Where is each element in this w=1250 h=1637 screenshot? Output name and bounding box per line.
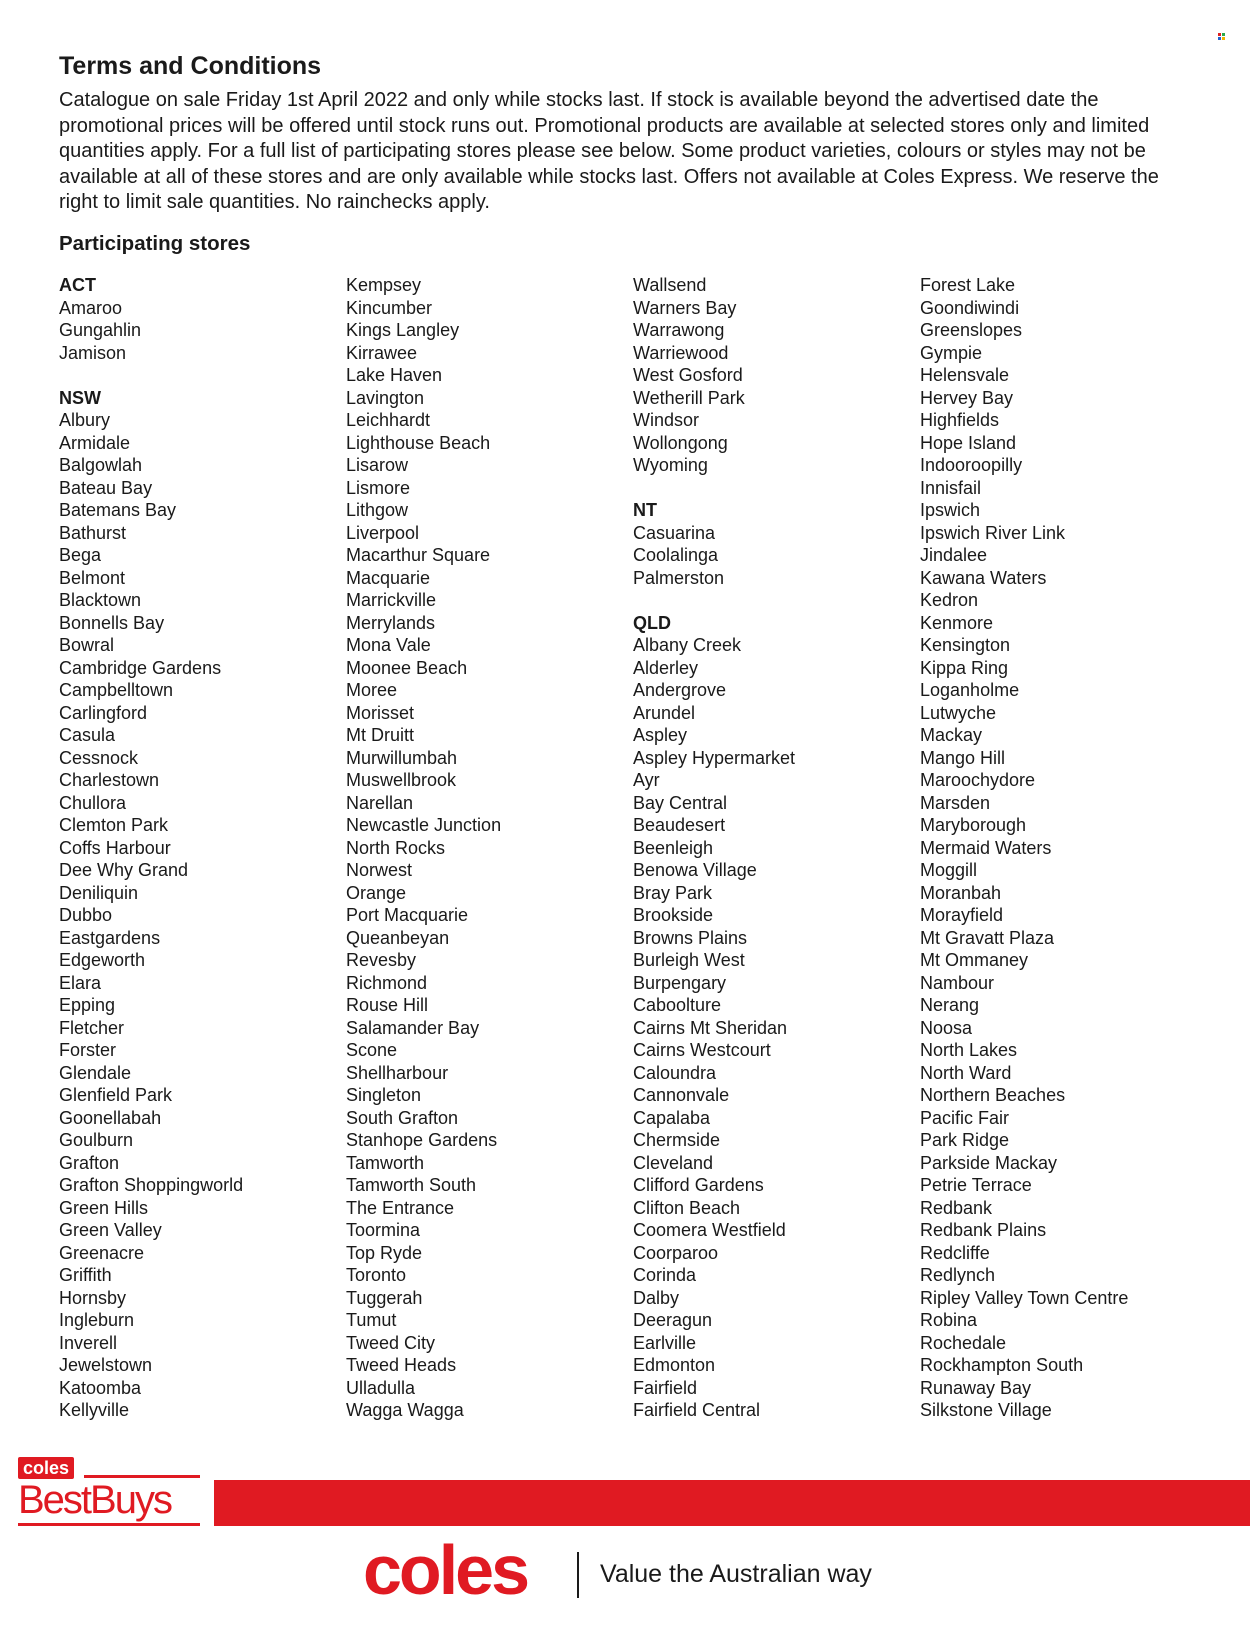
store-name: Noosa xyxy=(920,1017,973,1038)
store-name: Kippa Ring xyxy=(920,657,1009,678)
store-name: Revesby xyxy=(346,950,417,970)
store-name: Parkside Mackay xyxy=(920,1152,1058,1173)
region-heading: NSW xyxy=(59,387,101,408)
store-name: Grafton xyxy=(59,1152,120,1173)
store-name: Hope Island xyxy=(920,432,1017,453)
store-name: Clifford Gardens xyxy=(633,1175,764,1195)
store-name: Blacktown xyxy=(59,590,142,610)
store-name: Kirrawee xyxy=(346,342,418,363)
store-name: Tweed City xyxy=(346,1332,436,1353)
store-name: Salamander Bay xyxy=(346,1017,480,1038)
store-name: Hervey Bay xyxy=(920,387,1014,408)
store-name: Gympie xyxy=(920,342,983,363)
store-name: Mermaid Waters xyxy=(920,837,1052,858)
store-name: Robina xyxy=(920,1310,978,1330)
store-name: Lismore xyxy=(346,477,411,498)
region-heading: ACT xyxy=(59,275,96,295)
store-name: Bowral xyxy=(59,635,115,655)
store-name: Gungahlin xyxy=(59,320,142,340)
store-name: Carlingford xyxy=(59,702,148,723)
store-name: Loganholme xyxy=(920,680,1020,700)
store-name: Goondiwindi xyxy=(920,297,1020,318)
store-name: Macarthur Square xyxy=(346,545,491,565)
store-name: Helensvale xyxy=(920,365,1010,385)
store-name: Charlestown xyxy=(59,770,160,790)
store-name: Scone xyxy=(346,1040,398,1060)
store-name: Tweed Heads xyxy=(346,1355,457,1375)
store-name: Batemans Bay xyxy=(59,500,177,520)
store-name: Ripley Valley Town Centre xyxy=(920,1287,1129,1308)
store-name: Tamworth South xyxy=(346,1175,477,1195)
store-name: Kenmore xyxy=(920,612,994,633)
store-name: Coolalinga xyxy=(633,545,719,565)
store-name: Lake Haven xyxy=(346,365,443,385)
store-name: Mt Gravatt Plaza xyxy=(920,927,1055,948)
store-name: Morayfield xyxy=(920,905,1004,925)
list-spacer xyxy=(633,589,913,612)
footer-divider xyxy=(577,1552,579,1598)
store-name: Moggill xyxy=(920,860,978,880)
store-name: Ipswich River Link xyxy=(920,522,1066,543)
store-column-2 xyxy=(346,274,626,1422)
store-name: Muswellbrook xyxy=(346,770,457,790)
store-name: Lighthouse Beach xyxy=(346,432,491,453)
store-name: Wagga Wagga xyxy=(346,1400,464,1420)
bestbuys-wordmark: BestBuys xyxy=(18,1478,171,1522)
store-name: Brookside xyxy=(633,905,714,925)
store-name: Cannonvale xyxy=(633,1085,730,1105)
store-name: Toronto xyxy=(346,1265,407,1285)
store-name: Burleigh West xyxy=(633,950,745,970)
store-name: Marrickville xyxy=(346,590,436,610)
store-name: Kedron xyxy=(920,590,979,610)
store-name: Kempsey xyxy=(346,275,422,295)
store-name: Cambridge Gardens xyxy=(59,657,222,678)
store-name: Redlynch xyxy=(920,1265,996,1285)
store-name: Grafton Shoppingworld xyxy=(59,1175,244,1195)
store-name: Lutwyche xyxy=(920,702,997,723)
store-name: Jindalee xyxy=(920,545,988,565)
store-name: Fairfield Central xyxy=(633,1400,761,1420)
store-name: Katoomba xyxy=(59,1377,142,1398)
store-name: Cessnock xyxy=(59,747,139,768)
store-name: Rochedale xyxy=(920,1332,1007,1353)
store-name: Port Macquarie xyxy=(346,905,469,925)
store-name: Wyoming xyxy=(633,455,708,475)
store-name: Moonee Beach xyxy=(346,657,468,678)
store-name: Bega xyxy=(59,545,102,565)
store-name: Browns Plains xyxy=(633,927,748,948)
footer-red-band xyxy=(214,1480,1250,1526)
store-name: Beenleigh xyxy=(633,837,714,858)
store-name: Lithgow xyxy=(346,500,409,520)
store-name: Green Valley xyxy=(59,1220,162,1240)
store-name: Nerang xyxy=(920,995,980,1015)
store-name: Shellharbour xyxy=(346,1062,449,1083)
store-name: Marsden xyxy=(920,792,991,813)
store-name: Aspley Hypermarket xyxy=(633,747,796,768)
store-name: Cleveland xyxy=(633,1152,714,1173)
store-name: Arundel xyxy=(633,702,696,723)
store-name: Cairns Mt Sheridan xyxy=(633,1017,788,1038)
list-spacer xyxy=(633,477,913,500)
store-name: Dee Why Grand xyxy=(59,860,189,880)
store-name: Bateau Bay xyxy=(59,477,153,498)
store-name: North Lakes xyxy=(920,1040,1018,1060)
store-name: Palmerston xyxy=(633,567,725,588)
store-name: Forster xyxy=(59,1040,117,1060)
store-name: Earlville xyxy=(633,1332,697,1353)
corner-color-mark xyxy=(1218,33,1225,40)
store-name: Liverpool xyxy=(346,522,420,543)
store-name: Deniliquin xyxy=(59,882,139,903)
store-name: Bathurst xyxy=(59,522,127,543)
store-name: Northern Beaches xyxy=(920,1085,1066,1105)
store-name: Albury xyxy=(59,410,111,430)
store-name: Queanbeyan xyxy=(346,927,450,948)
store-name: Campbelltown xyxy=(59,680,174,700)
store-name: Richmond xyxy=(346,972,428,993)
store-name: Mango Hill xyxy=(920,747,1006,768)
store-name: Rouse Hill xyxy=(346,995,429,1015)
store-name: Kensington xyxy=(920,635,1011,655)
store-name: Singleton xyxy=(346,1085,422,1105)
store-name: Coomera Westfield xyxy=(633,1220,786,1240)
bestbuys-underline xyxy=(18,1523,200,1526)
store-name: Cairns Westcourt xyxy=(633,1040,771,1060)
store-name: Innisfail xyxy=(920,477,982,498)
store-name: Warners Bay xyxy=(633,297,737,318)
store-name: Coorparoo xyxy=(633,1242,719,1263)
store-name: Mt Druitt xyxy=(346,725,415,745)
store-name: Andergrove xyxy=(633,680,727,700)
store-name: Hornsby xyxy=(59,1287,127,1308)
store-name: South Grafton xyxy=(346,1107,459,1128)
store-name: Glenfield Park xyxy=(59,1085,173,1105)
store-name: Amaroo xyxy=(59,297,123,318)
store-name: Wetherill Park xyxy=(633,387,745,408)
store-name: Ingleburn xyxy=(59,1310,135,1330)
store-name: Narellan xyxy=(346,792,414,813)
store-column-1 xyxy=(59,274,339,1422)
store-name: Corinda xyxy=(633,1265,697,1285)
store-name: Edgeworth xyxy=(59,950,146,970)
store-name: Beaudesert xyxy=(633,815,726,835)
store-name: Deeragun xyxy=(633,1310,713,1330)
participating-stores-heading: Participating stores xyxy=(59,232,251,255)
store-name: Green Hills xyxy=(59,1197,149,1218)
store-name: Alderley xyxy=(633,657,699,678)
store-name: Caboolture xyxy=(633,995,722,1015)
store-name: Norwest xyxy=(346,860,413,880)
store-name: Coffs Harbour xyxy=(59,837,171,858)
store-name: Orange xyxy=(346,882,407,903)
store-name: Redbank Plains xyxy=(920,1220,1047,1240)
store-column-3 xyxy=(633,274,913,1422)
store-name: Mona Vale xyxy=(346,635,431,655)
coles-bestbuys-logo xyxy=(18,1457,200,1527)
store-name: Capalaba xyxy=(633,1107,711,1128)
store-name: Silkstone Village xyxy=(920,1400,1052,1420)
store-name: Wallsend xyxy=(633,275,707,295)
store-name: Redbank xyxy=(920,1197,993,1218)
store-name: Chermside xyxy=(633,1130,721,1150)
store-name: Petrie Terrace xyxy=(920,1175,1032,1195)
store-name: Benowa Village xyxy=(633,860,757,880)
store-name: Pacific Fair xyxy=(920,1107,1010,1128)
store-name: Casula xyxy=(59,725,116,745)
store-name: Burpengary xyxy=(633,972,727,993)
store-name: Tumut xyxy=(346,1310,397,1330)
coles-logo: coles xyxy=(363,1531,527,1609)
store-name: Murwillumbah xyxy=(346,747,458,768)
store-name: Runaway Bay xyxy=(920,1377,1032,1398)
store-name: Wollongong xyxy=(633,432,728,453)
store-name: Glendale xyxy=(59,1062,132,1083)
store-name: Casuarina xyxy=(633,522,716,543)
store-name: Indooroopilly xyxy=(920,455,1023,475)
store-name: Ipswich xyxy=(920,500,981,520)
store-name: Belmont xyxy=(59,567,126,588)
store-name: Edmonton xyxy=(633,1355,716,1375)
store-name: Redcliffe xyxy=(920,1242,990,1263)
store-name: Caloundra xyxy=(633,1062,717,1083)
store-name: Balgowlah xyxy=(59,455,143,475)
store-name: Macquarie xyxy=(346,567,431,588)
store-name: North Ward xyxy=(920,1062,1012,1083)
store-name: Park Ridge xyxy=(920,1130,1010,1150)
store-name: Albany Creek xyxy=(633,635,742,655)
footer-tagline: Value the Australian way xyxy=(600,1560,872,1588)
terms-paragraph: Catalogue on sale Friday 1st April 2022 and only while stocks last. If stock is available beyond the advertised date the promotional prices will be offered until stock runs out. Promotional products are available at selected stores only and limited quantities apply. For a full list of participating stores please see below. Some product varieties, colours or styles may not be available at all of these stores and are only available while stocks last. Offers not available at Coles Express. We reserve the right to limit sale quantities. No rainchecks apply. xyxy=(59,89,1159,213)
store-name: North Rocks xyxy=(346,837,446,858)
store-column-4 xyxy=(920,274,1200,1422)
store-name: Clemton Park xyxy=(59,815,169,835)
store-name: Jewelstown xyxy=(59,1355,153,1375)
store-name: Nambour xyxy=(920,972,995,993)
store-name: Eastgardens xyxy=(59,927,161,948)
store-name: Mt Ommaney xyxy=(920,950,1029,970)
store-name: Highfields xyxy=(920,410,1000,430)
store-name: Greenacre xyxy=(59,1242,145,1263)
store-name: Rockhampton South xyxy=(920,1355,1084,1375)
store-name: Kellyville xyxy=(59,1400,130,1420)
store-name: West Gosford xyxy=(633,365,743,385)
store-name: Tamworth xyxy=(346,1152,425,1173)
store-name: Leichhardt xyxy=(346,410,431,430)
store-name: Goulburn xyxy=(59,1130,134,1150)
store-name: Morisset xyxy=(346,702,415,723)
store-name: The Entrance xyxy=(346,1197,455,1218)
store-name: Aspley xyxy=(633,725,688,745)
store-name: Maroochydore xyxy=(920,770,1036,790)
page-title: Terms and Conditions xyxy=(59,52,322,80)
store-name: Toormina xyxy=(346,1220,421,1240)
store-name: Bonnells Bay xyxy=(59,612,165,633)
store-name: Tuggerah xyxy=(346,1287,423,1308)
store-name: Moree xyxy=(346,680,398,700)
store-name: Epping xyxy=(59,995,116,1015)
store-name: Greenslopes xyxy=(920,320,1023,340)
store-name: Warrawong xyxy=(633,320,725,340)
region-heading: QLD xyxy=(633,612,671,633)
store-name: Lavington xyxy=(346,387,425,408)
store-name: Dubbo xyxy=(59,905,113,925)
store-name: Windsor xyxy=(633,410,700,430)
store-name: Ayr xyxy=(633,770,660,790)
region-heading: NT xyxy=(633,500,657,520)
store-name: Merrylands xyxy=(346,612,436,633)
store-name: Top Ryde xyxy=(346,1242,423,1263)
store-name: Newcastle Junction xyxy=(346,815,502,835)
store-name: Chullora xyxy=(59,792,127,813)
store-name: Fletcher xyxy=(59,1017,125,1038)
store-name: Moranbah xyxy=(920,882,1002,903)
store-name: Kawana Waters xyxy=(920,567,1047,588)
store-name: Armidale xyxy=(59,432,131,453)
store-name: Goonellabah xyxy=(59,1107,162,1128)
store-name: Stanhope Gardens xyxy=(346,1130,498,1150)
store-name: Griffith xyxy=(59,1265,112,1285)
store-name: Bray Park xyxy=(633,882,713,903)
store-name: Kings Langley xyxy=(346,320,460,340)
bestbuys-coles-label: coles xyxy=(18,1457,74,1479)
store-name: Clifton Beach xyxy=(633,1197,741,1218)
store-name: Mackay xyxy=(920,725,983,745)
store-name: Elara xyxy=(59,972,102,993)
list-spacer xyxy=(59,364,339,387)
store-name: Warriewood xyxy=(633,342,729,363)
store-name: Kincumber xyxy=(346,297,433,318)
store-name: Forest Lake xyxy=(920,275,1016,295)
store-name: Ulladulla xyxy=(346,1377,416,1398)
store-name: Jamison xyxy=(59,342,127,363)
store-name: Dalby xyxy=(633,1287,680,1308)
store-name: Bay Central xyxy=(633,792,728,813)
store-name: Fairfield xyxy=(633,1377,698,1398)
store-name: Maryborough xyxy=(920,815,1027,835)
store-name: Inverell xyxy=(59,1332,118,1353)
store-name: Lisarow xyxy=(346,455,409,475)
